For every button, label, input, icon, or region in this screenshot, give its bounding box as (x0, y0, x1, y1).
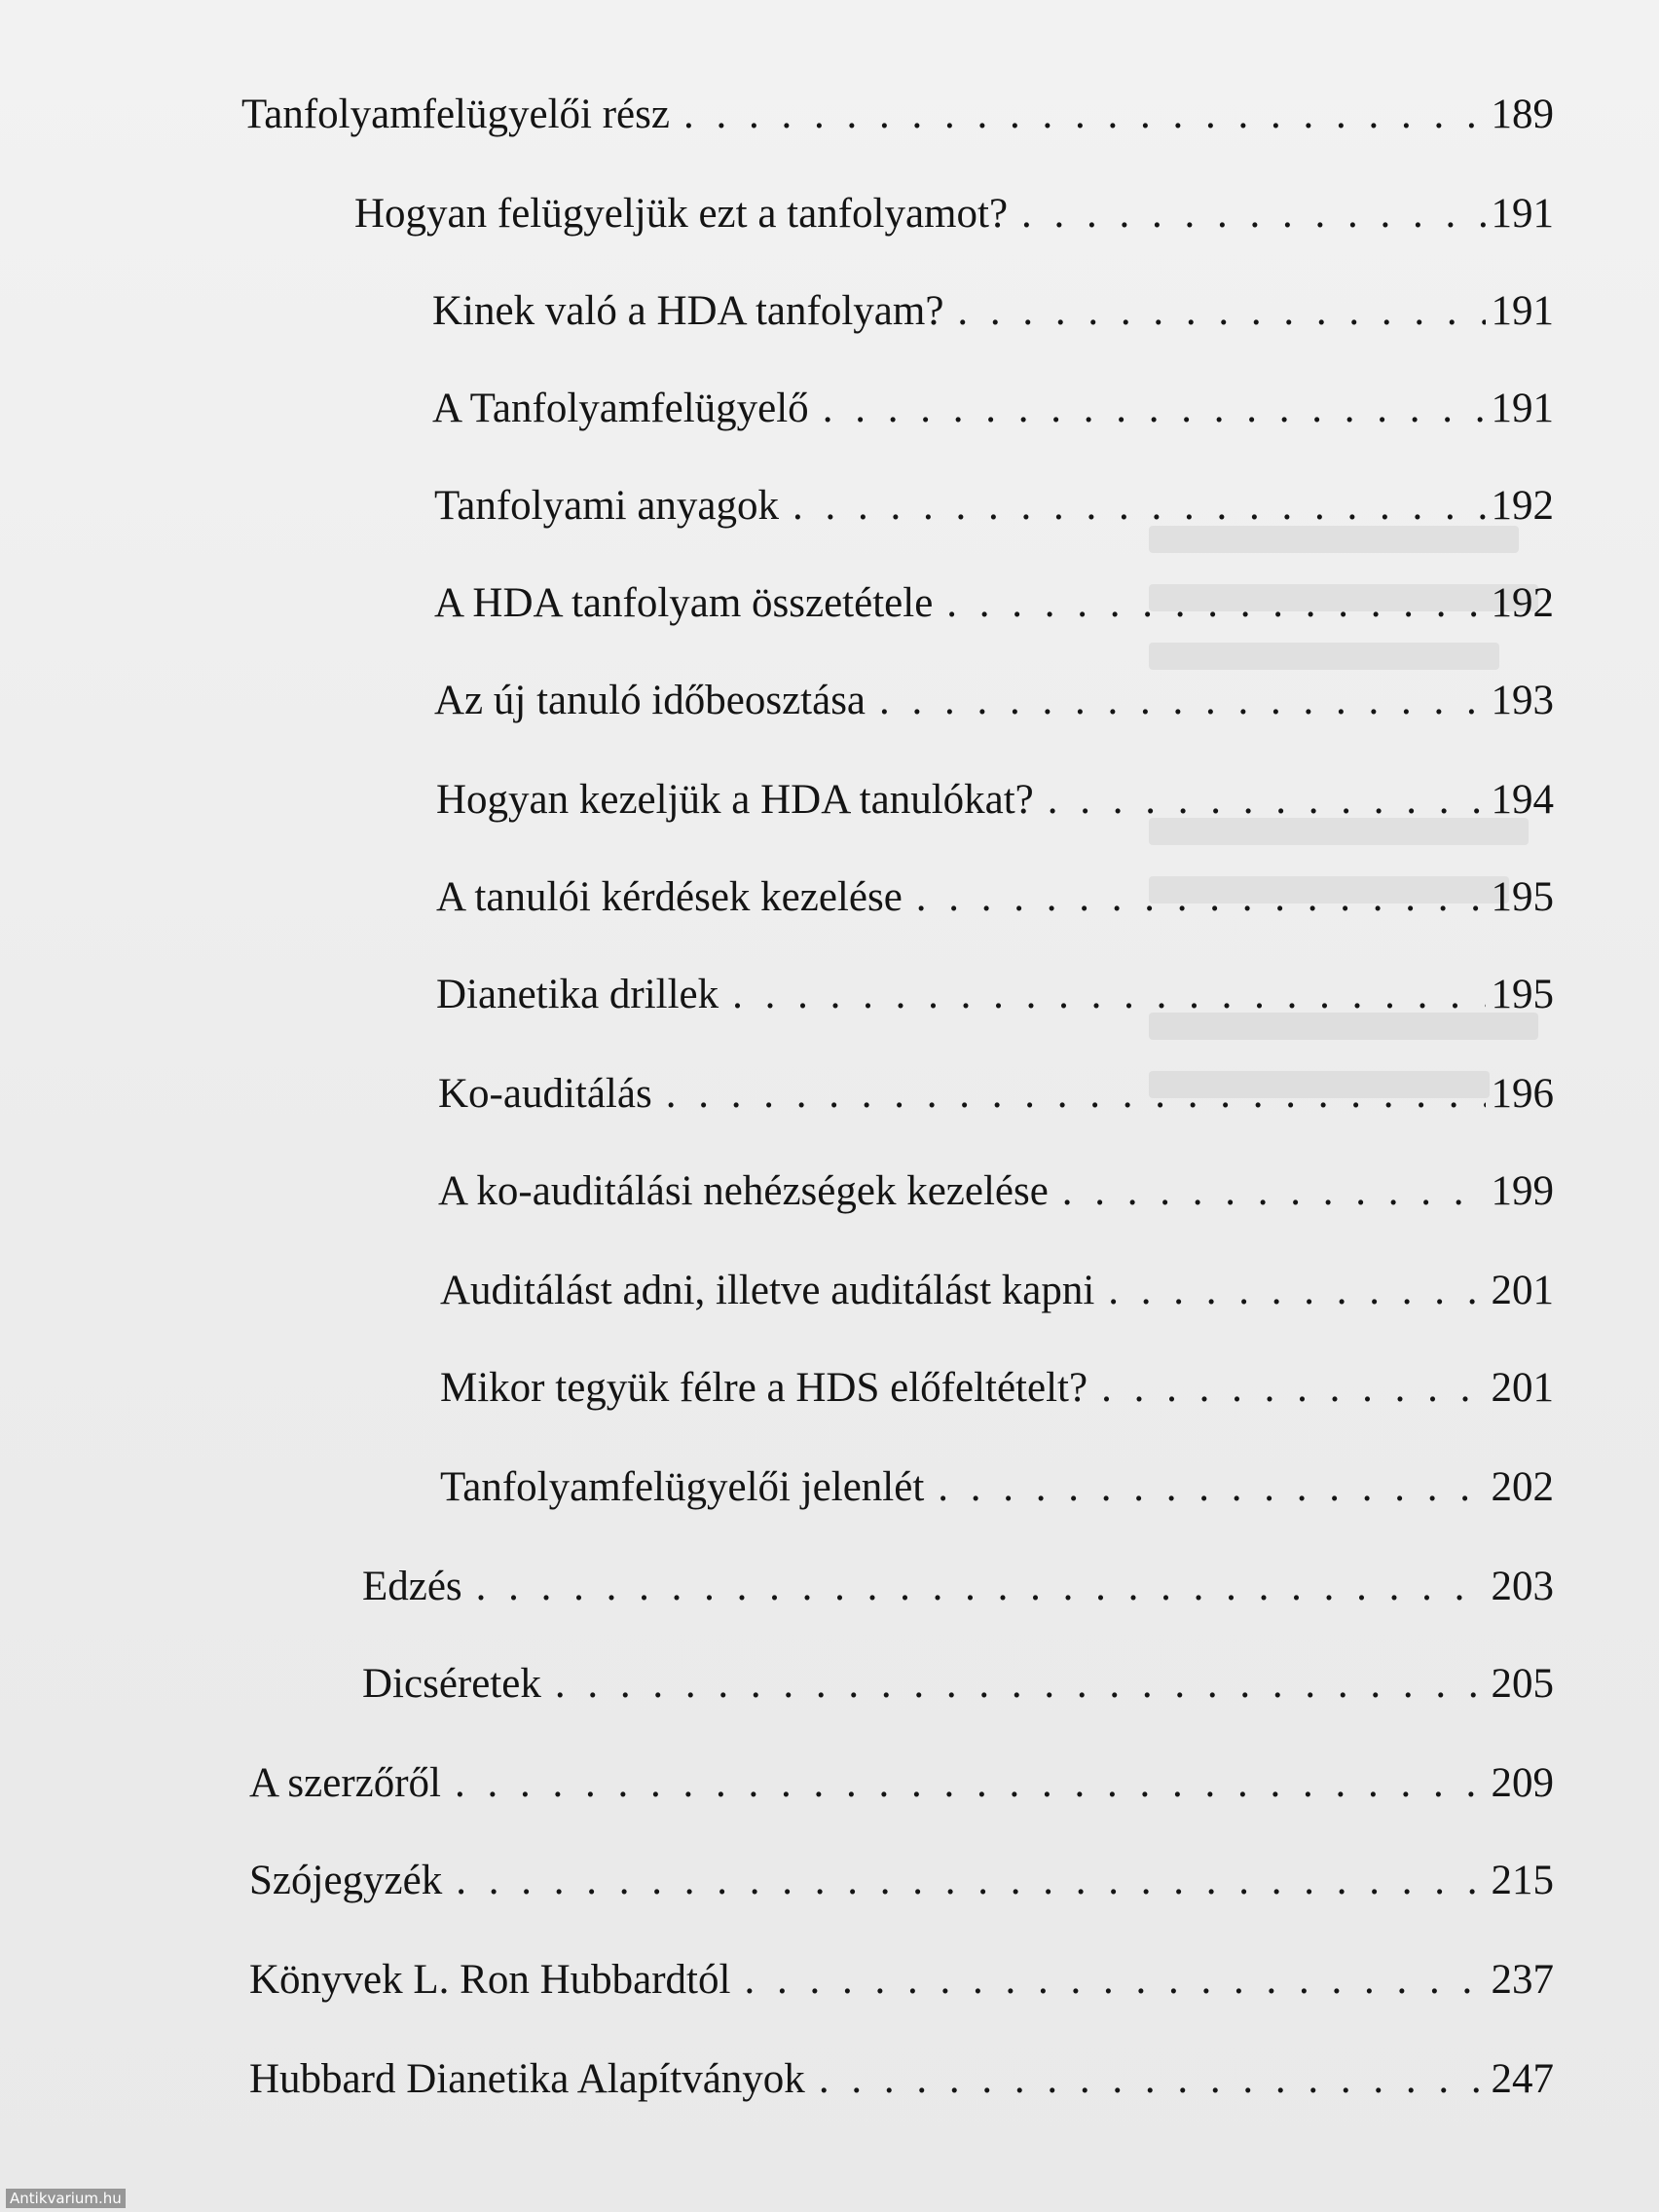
toc-entry-page: 193 (1491, 678, 1554, 723)
dot-leader (1021, 185, 1485, 243)
dot-leader (957, 282, 1485, 341)
toc-entry (432, 380, 1554, 438)
toc-entry (362, 1558, 1554, 1616)
toc-entry (434, 477, 1554, 535)
toc-entry-title: Dianetika drillek (436, 972, 719, 1017)
toc-entry (354, 185, 1554, 243)
toc-entry-title: A szerzőről (249, 1760, 442, 1806)
toc-entry-page: 192 (1491, 580, 1554, 626)
toc-entry (438, 1065, 1554, 1124)
toc-entry-page: 191 (1491, 288, 1554, 334)
toc-entry-page: 201 (1491, 1365, 1554, 1411)
toc-entry (249, 2050, 1554, 2109)
toc-entry-page: 189 (1491, 92, 1554, 137)
toc-entry-title: Edzés (362, 1564, 462, 1609)
toc-entry (440, 1359, 1554, 1418)
toc-entry-page: 199 (1491, 1168, 1554, 1214)
toc-entry-title: Hogyan kezeljük a HDA tanulókat? (436, 777, 1034, 823)
toc-entry-page: 203 (1491, 1564, 1554, 1609)
toc-entry-page: 196 (1491, 1071, 1554, 1117)
dot-leader (1048, 771, 1486, 830)
toc-entry-page: 201 (1491, 1268, 1554, 1313)
toc-entry-page: 209 (1491, 1760, 1554, 1806)
toc-entry-title: Hogyan felügyeljük ezt a tanfolyamot? (354, 191, 1009, 237)
dot-leader (1108, 1262, 1485, 1320)
dot-leader (879, 672, 1485, 730)
dot-leader (938, 1458, 1485, 1517)
dot-leader (1101, 1359, 1485, 1418)
toc-entry-title: Tanfolyamfelügyelői rész (241, 92, 670, 137)
dot-leader (793, 477, 1485, 535)
toc-entry-title: A ko-auditálási nehézségek kezelése (438, 1168, 1049, 1214)
toc-entry-title: Auditálást adni, illetve auditálást kapni (440, 1268, 1095, 1313)
toc-entry-title: Dicséretek (362, 1661, 541, 1707)
dot-leader (476, 1558, 1486, 1616)
dot-leader (946, 574, 1485, 633)
toc-entry (434, 672, 1554, 730)
toc-entry-page: 194 (1491, 777, 1554, 823)
toc-entry-title: Az új tanuló időbeosztása (434, 678, 866, 723)
toc-entry-title: Hubbard Dianetika Alapítványok (249, 2056, 805, 2102)
toc-entry-page: 195 (1491, 972, 1554, 1017)
dot-leader (683, 86, 1486, 144)
toc-entry-title: A HDA tanfolyam összetétele (434, 580, 934, 626)
toc-entry-title: A tanulói kérdések kezelése (436, 874, 903, 920)
toc-entry (436, 868, 1554, 927)
toc-entry-title: Kinek való a HDA tanfolyam? (432, 288, 944, 334)
toc-entry (241, 86, 1554, 144)
toc-entry (438, 1162, 1554, 1221)
toc-entry-page: 205 (1491, 1661, 1554, 1707)
dot-leader (555, 1655, 1486, 1714)
dot-leader (1062, 1162, 1486, 1221)
toc-entry-page: 191 (1491, 191, 1554, 237)
toc-entry-page: 247 (1491, 2056, 1554, 2102)
dot-leader (819, 2050, 1486, 2109)
toc-entry (440, 1262, 1554, 1320)
toc-entry-page: 195 (1491, 874, 1554, 920)
toc-entry (249, 1754, 1554, 1813)
toc-entry (249, 1951, 1554, 2009)
dot-leader (732, 966, 1485, 1024)
dot-leader (744, 1951, 1485, 2009)
dot-leader (916, 868, 1486, 927)
toc-entry-title: Szójegyzék (249, 1858, 443, 1903)
toc-entry (434, 574, 1554, 633)
toc-entry-title: Könyvek L. Ron Hubbardtól (249, 1957, 731, 2003)
dot-leader (455, 1754, 1485, 1813)
dot-leader (456, 1852, 1485, 1910)
toc-entry-page: 215 (1491, 1858, 1554, 1903)
toc-entry-title: A Tanfolyamfelügyelő (432, 386, 809, 431)
toc-entry-page: 192 (1491, 483, 1554, 529)
dot-leader (823, 380, 1486, 438)
toc-entry (362, 1655, 1554, 1714)
toc-entry (436, 966, 1554, 1024)
toc-entry-title: Ko-auditálás (438, 1071, 652, 1117)
toc-entry-page: 237 (1491, 1957, 1554, 2003)
toc-entry (249, 1852, 1554, 1910)
toc-entry (436, 771, 1554, 830)
toc-entry-title: Tanfolyami anyagok (434, 483, 780, 529)
watermark: Antikvarium.hu (6, 2189, 126, 2208)
toc-entry-page: 191 (1491, 386, 1554, 431)
toc-entry-title: Mikor tegyük félre a HDS előfeltételt? (440, 1365, 1088, 1411)
toc-entry-page: 202 (1491, 1464, 1554, 1510)
toc-entry-title: Tanfolyamfelügyelői jelenlét (440, 1464, 925, 1510)
toc-entry (440, 1458, 1554, 1517)
toc-entry (432, 282, 1554, 341)
dot-leader (666, 1065, 1486, 1124)
